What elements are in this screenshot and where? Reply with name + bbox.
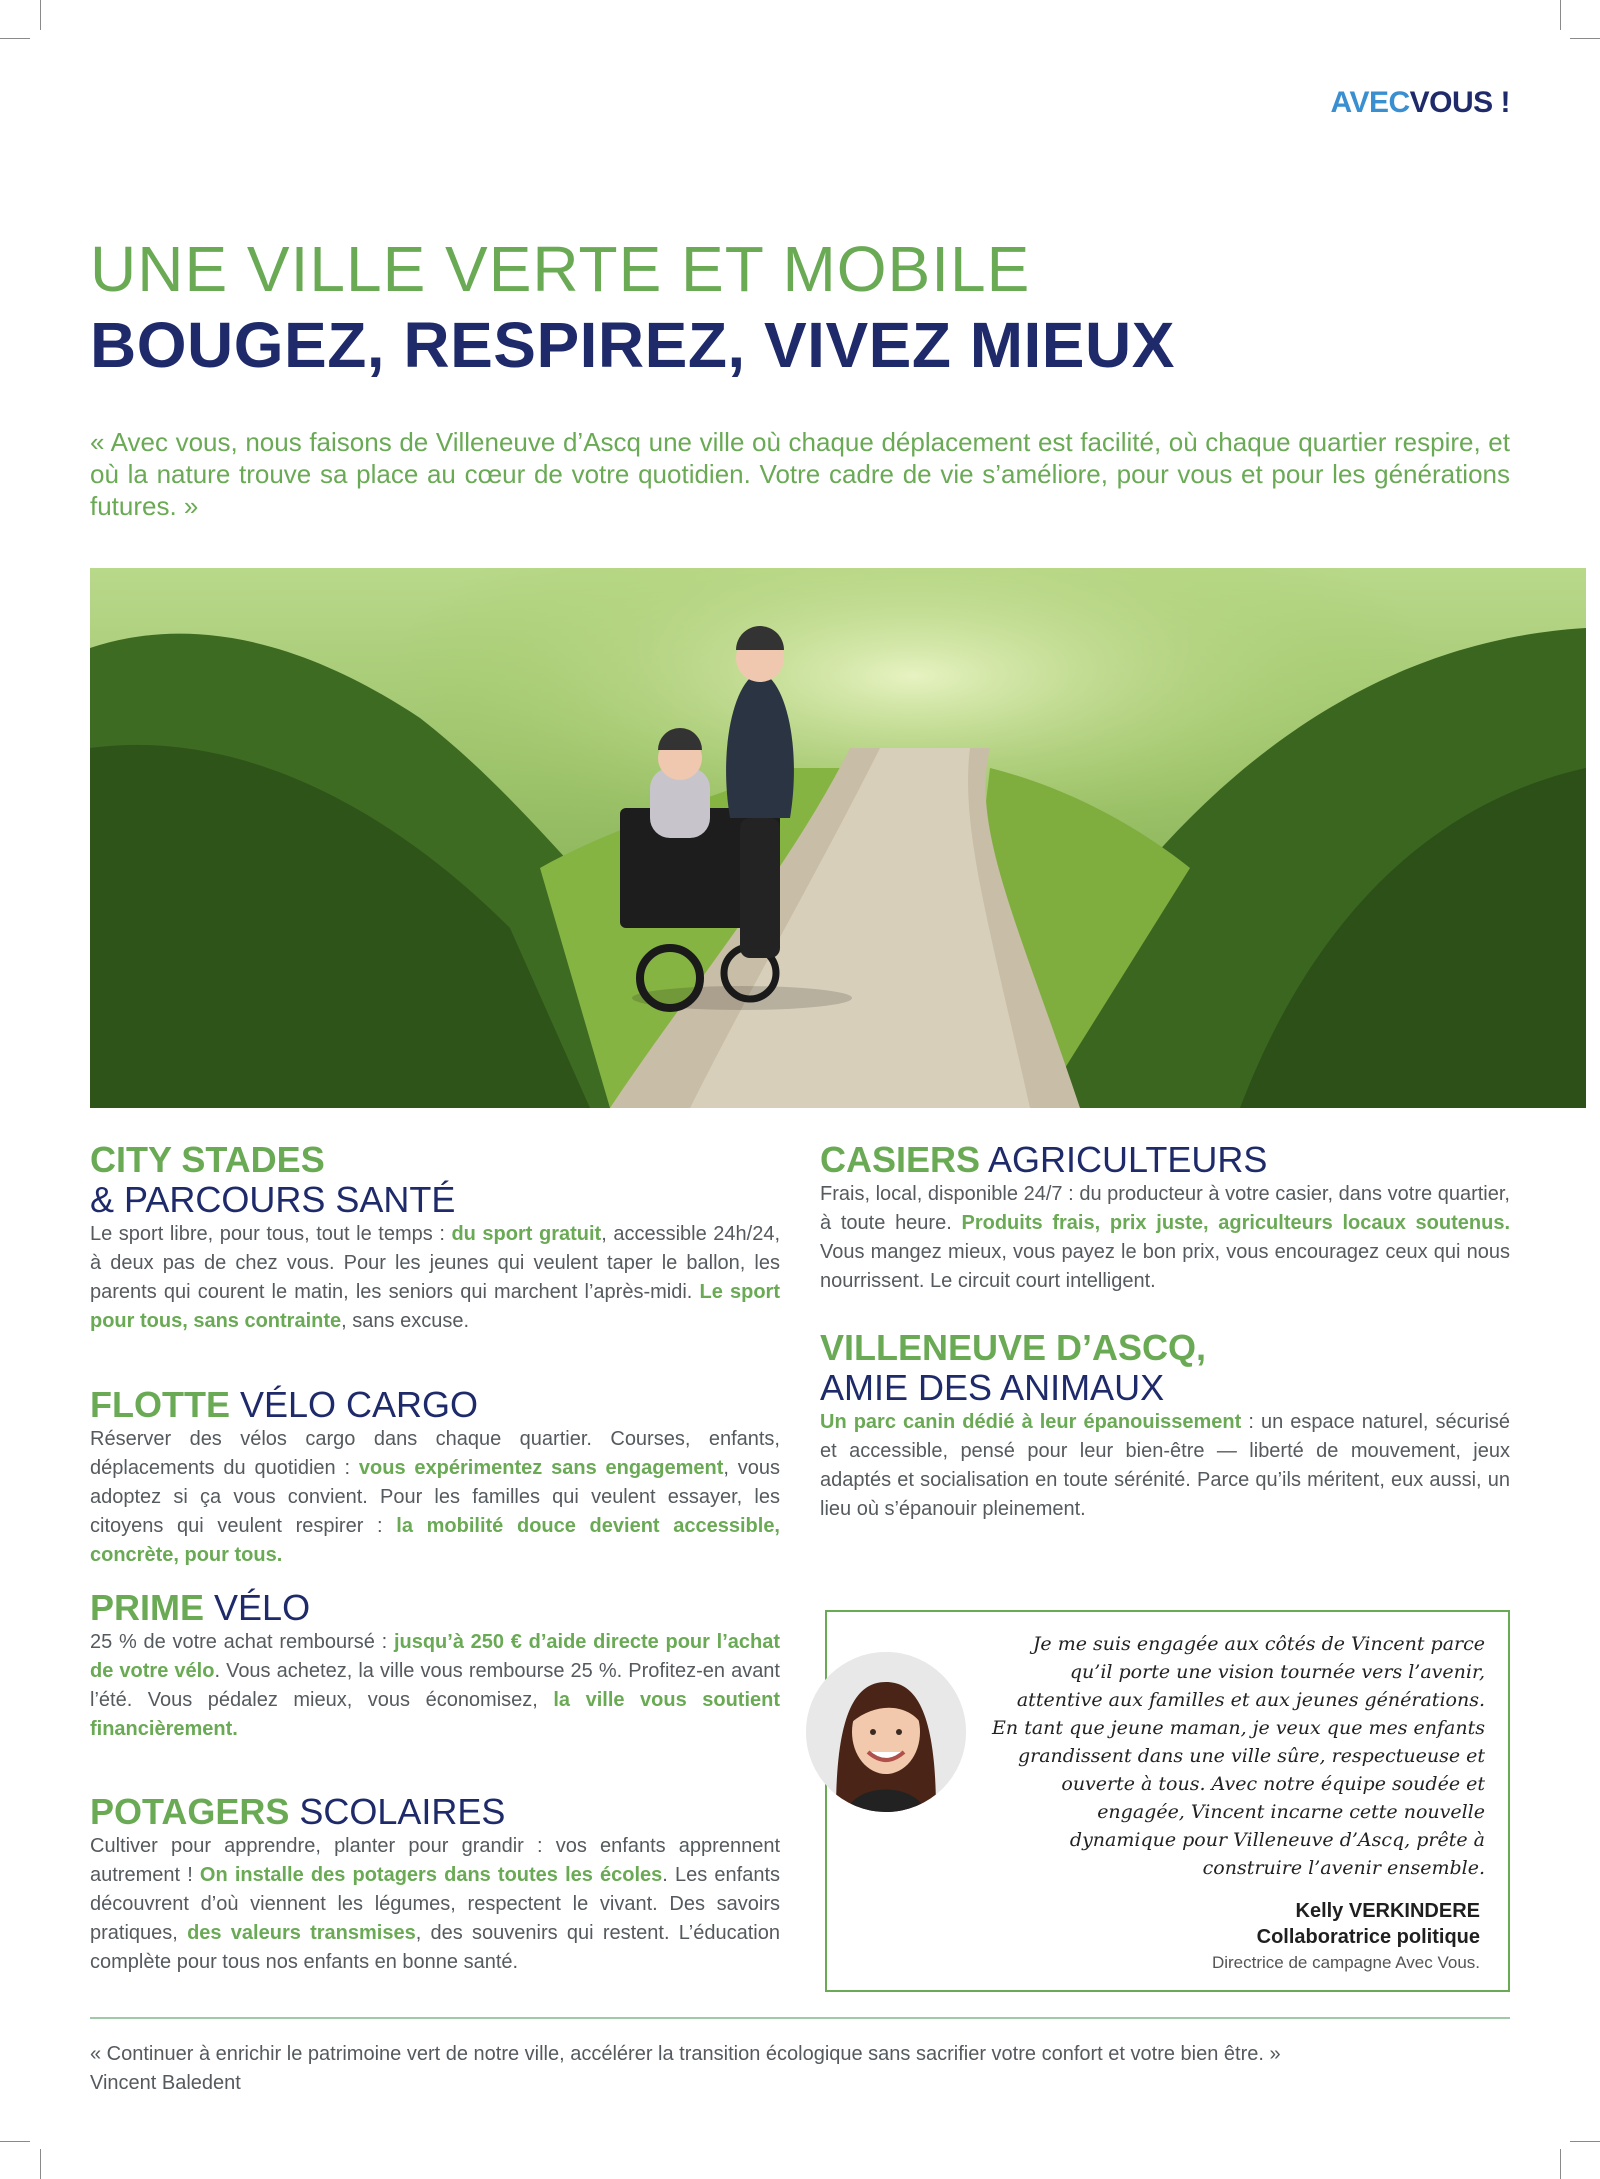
intro-quote: « Avec vous, nous faisons de Villeneuve d’Ascq une ville où chaque déplacement est facilité, où chaque quartier respire, et où la nature trouve sa place au cœur de votre quotidien. Votre cadre de vie s’améliore, pour vous et pour les générations futures. » [90,427,1510,521]
closing-author: Vincent Baledent [90,2072,241,2094]
section-title: PRIME VÉLO [90,1587,311,1628]
section-body: Le sport libre, pour tous, tout le temps : du sport gratuit, accessible 24h/24, à deux pas de chez vous. Pour les jeunes qui veulent taper le ballon, les parents qui courent le matin, les seniors qui marchent l’après-midi. Le sport pour tous, sans contrainte, sans excuse. [90,1223,781,1332]
crop-mark [1560,2149,1561,2179]
section-potagers [90,1792,780,1977]
testimonial-signature [1212,1898,1480,1976]
crop-mark [40,2149,41,2179]
crop-mark [1570,2141,1600,2142]
section-flotte-velo [90,1385,780,1570]
section-body: Réserver des vélos cargo dans chaque quartier. Courses, enfants, déplacements du quotidien : vous expérimentez sans engagement, vous adoptez si ça vous convient. Pour les familles qui veulent essayer, les citoyens qui veulent respirer : la mobilité douce devient accessible, concrète, pour tous. [90,1428,781,1566]
crop-mark [1560,0,1561,30]
crop-mark [0,2141,30,2142]
cargo-bike-photo [90,568,1586,1108]
testimonial-subrole: Directrice de campagne Avec Vous. [1211,1953,1480,1972]
section-animaux [820,1328,1510,1524]
page-title: BOUGEZ, RESPIREZ, VIVEZ MIEUX [90,309,1175,381]
section-body: Un parc canin dédié à leur épanouissement : un espace naturel, sécurisé et accessible, pensé pour leur bien-être — liberté de mouvement, jeux adaptés et socialisation en toute sérénité. Parce qu’ils méritent, eux aussi, un lieu où s’épanouir pleinement. [820,1411,1511,1520]
testimonial-quote: Je me suis engagée aux côtés de Vincent parce qu’il porte une vision tournée vers l’avenir, attentive aux familles et aux jeunes générations. En tant que jeune maman, je veux que mes enfants grandissent dans une ville sûre, respectueuse et ouverte à tous. Avec notre équipe soudée et engagée, Vincent incarne cette nouvelle dynamique pour Villeneuve d’Ascq, prête à construire l’avenir ensemble. [992,1633,1485,1879]
section-title: CITY STADES & PARCOURS SANTÉ [90,1139,456,1220]
testimonial-name: Kelly VERKINDERE [1295,1900,1480,1922]
divider [90,2017,1510,2019]
section-city-stades [90,1140,780,1336]
closing-quote: « Continuer à enrichir le patrimoine vert de notre ville, accélérer la transition écologique sans sacrifier votre confort et votre bien être. » Vincent Baledent [90,2040,1281,2098]
page-kicker: UNE VILLE VERTE ET MOBILE [90,233,1031,305]
section-title: POTAGERS SCOLAIRES [90,1791,506,1832]
section-title: CASIERS AGRICULTEURS [820,1139,1268,1180]
section-body: 25 % de votre achat remboursé : jusqu’à 250 € d’aide directe pour l’achat de votre vélo. Vous achetez, la ville vous rembourse 25 %. Profitez-en avant l’été. Vous pédalez mieux, vous économisez, la ville vous soutient financièrement. [90,1631,780,1740]
section-casiers [820,1140,1510,1296]
section-body: Frais, local, disponible 24/7 : du producteur à votre casier, dans votre quartier, à toute heure. Produits frais, prix juste, agriculteurs locaux soutenus. Vous mangez mieux, vous payez le bon prix, vous encouragez ceux qui nous nourrissent. Le circuit court intelligent. [820,1183,1510,1292]
section-prime-velo [90,1588,780,1744]
crop-mark [40,0,41,30]
brand-logo: AVECVOUS ! [1330,86,1510,119]
crop-mark [0,38,30,39]
crop-mark [1570,38,1600,39]
testimonial-role: Collaboratrice politique [1256,1926,1480,1948]
section-title: FLOTTE VÉLO CARGO [90,1384,479,1425]
section-title: VILLENEUVE D’ASCQ, AMIE DES ANIMAUX [820,1327,1207,1408]
section-body: Cultiver pour apprendre, planter pour grandir : vos enfants apprennent autrement ! On installe des potagers dans toutes les écoles. Les enfants découvrent d’où viennent les légumes, respectent le vivant. Des savoirs pratiques, des valeurs transmises, des souvenirs qui restent. L’éducation complète pour tous nos enfants en bonne santé. [90,1835,780,1973]
